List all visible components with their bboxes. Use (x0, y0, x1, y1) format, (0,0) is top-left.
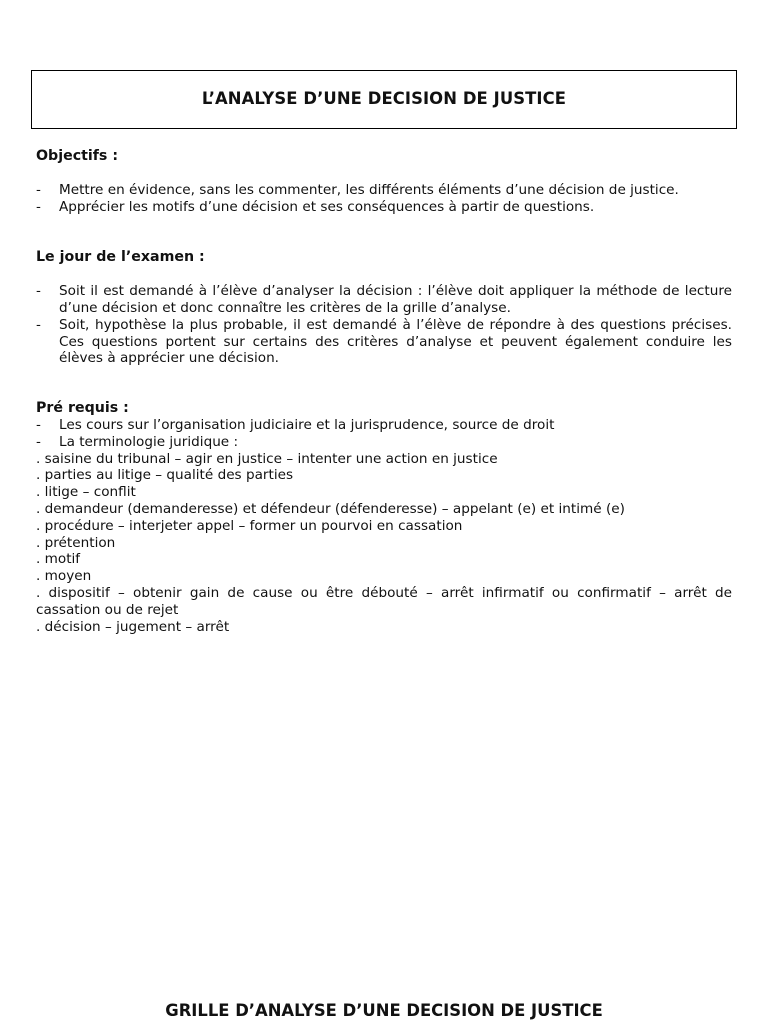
examen-item-1: Soit il est demandé à l’élève d’analyser la décision : l’élève doit appliquer la méthode de lecture d’une décision et donc connaître les critères de la grille d’analyse. (59, 283, 732, 316)
document-title: L’ANALYSE D’UNE DECISION DE JUSTICE (201, 89, 567, 109)
list-item (36, 199, 732, 216)
term-line: . moyen (36, 568, 92, 585)
list-item (36, 434, 732, 451)
objectifs-list (36, 182, 732, 216)
list-item (36, 317, 732, 367)
term-line: . décision – jugement – arrêt (36, 618, 230, 635)
list-item (36, 283, 732, 317)
dash-bullet: - (36, 198, 41, 215)
term-line: . saisine du tribunal – agir en justice – intenter une action en justice (36, 450, 498, 467)
dash-bullet: - (36, 316, 41, 333)
dash-bullet: - (36, 433, 41, 450)
term-line: . motif (36, 551, 81, 568)
dash-bullet: - (36, 283, 41, 300)
document-body (36, 148, 732, 635)
prerequis-heading: Pré requis : (36, 400, 129, 417)
term-line: . litige – conflit (36, 484, 136, 501)
dash-bullet: - (36, 416, 41, 433)
prerequis-list (36, 417, 732, 451)
dash-bullet: - (36, 181, 41, 198)
objectifs-item-2: Apprécier les motifs d’une décision et ses conséquences à partir de questions. (59, 198, 595, 215)
examen-item-2: Soit, hypothèse la plus probable, il est demandé à l’élève de répondre à des questions précises. Ces questions portent sur certains des critères d’analyse et peuvent également conduire les élèves à apprécier une décision. (59, 316, 732, 367)
objectifs-item-1: Mettre en évidence, sans les commenter, les différents éléments d’une décision de justice. (59, 181, 679, 198)
examen-list (36, 283, 732, 367)
term-line: . dispositif – obtenir gain de cause ou être débouté – arrêt infirmatif ou confirmatif – arrêt de cassation ou de rejet (36, 584, 732, 618)
grille-title: GRILLE D’ANALYSE D’UNE DECISION DE JUSTICE (165, 1001, 603, 1020)
list-item (36, 182, 732, 199)
term-line: . procédure – interjeter appel – former un pourvoi en cassation (36, 517, 463, 534)
title-box (31, 70, 737, 129)
examen-heading: Le jour de l’examen : (36, 249, 205, 266)
prerequis-item-2: La terminologie juridique : (59, 433, 239, 450)
list-item (36, 417, 732, 434)
term-line: . demandeur (demanderesse) et défendeur (défenderesse) – appelant (e) et intimé (e) (36, 500, 625, 517)
term-line: . prétention (36, 534, 116, 551)
terminology-list (36, 451, 732, 636)
prerequis-item-1: Les cours sur l’organisation judiciaire et la jurisprudence, source de droit (59, 416, 555, 433)
objectifs-heading: Objectifs : (36, 148, 118, 164)
term-line: . parties au litige – qualité des parties (36, 467, 294, 484)
